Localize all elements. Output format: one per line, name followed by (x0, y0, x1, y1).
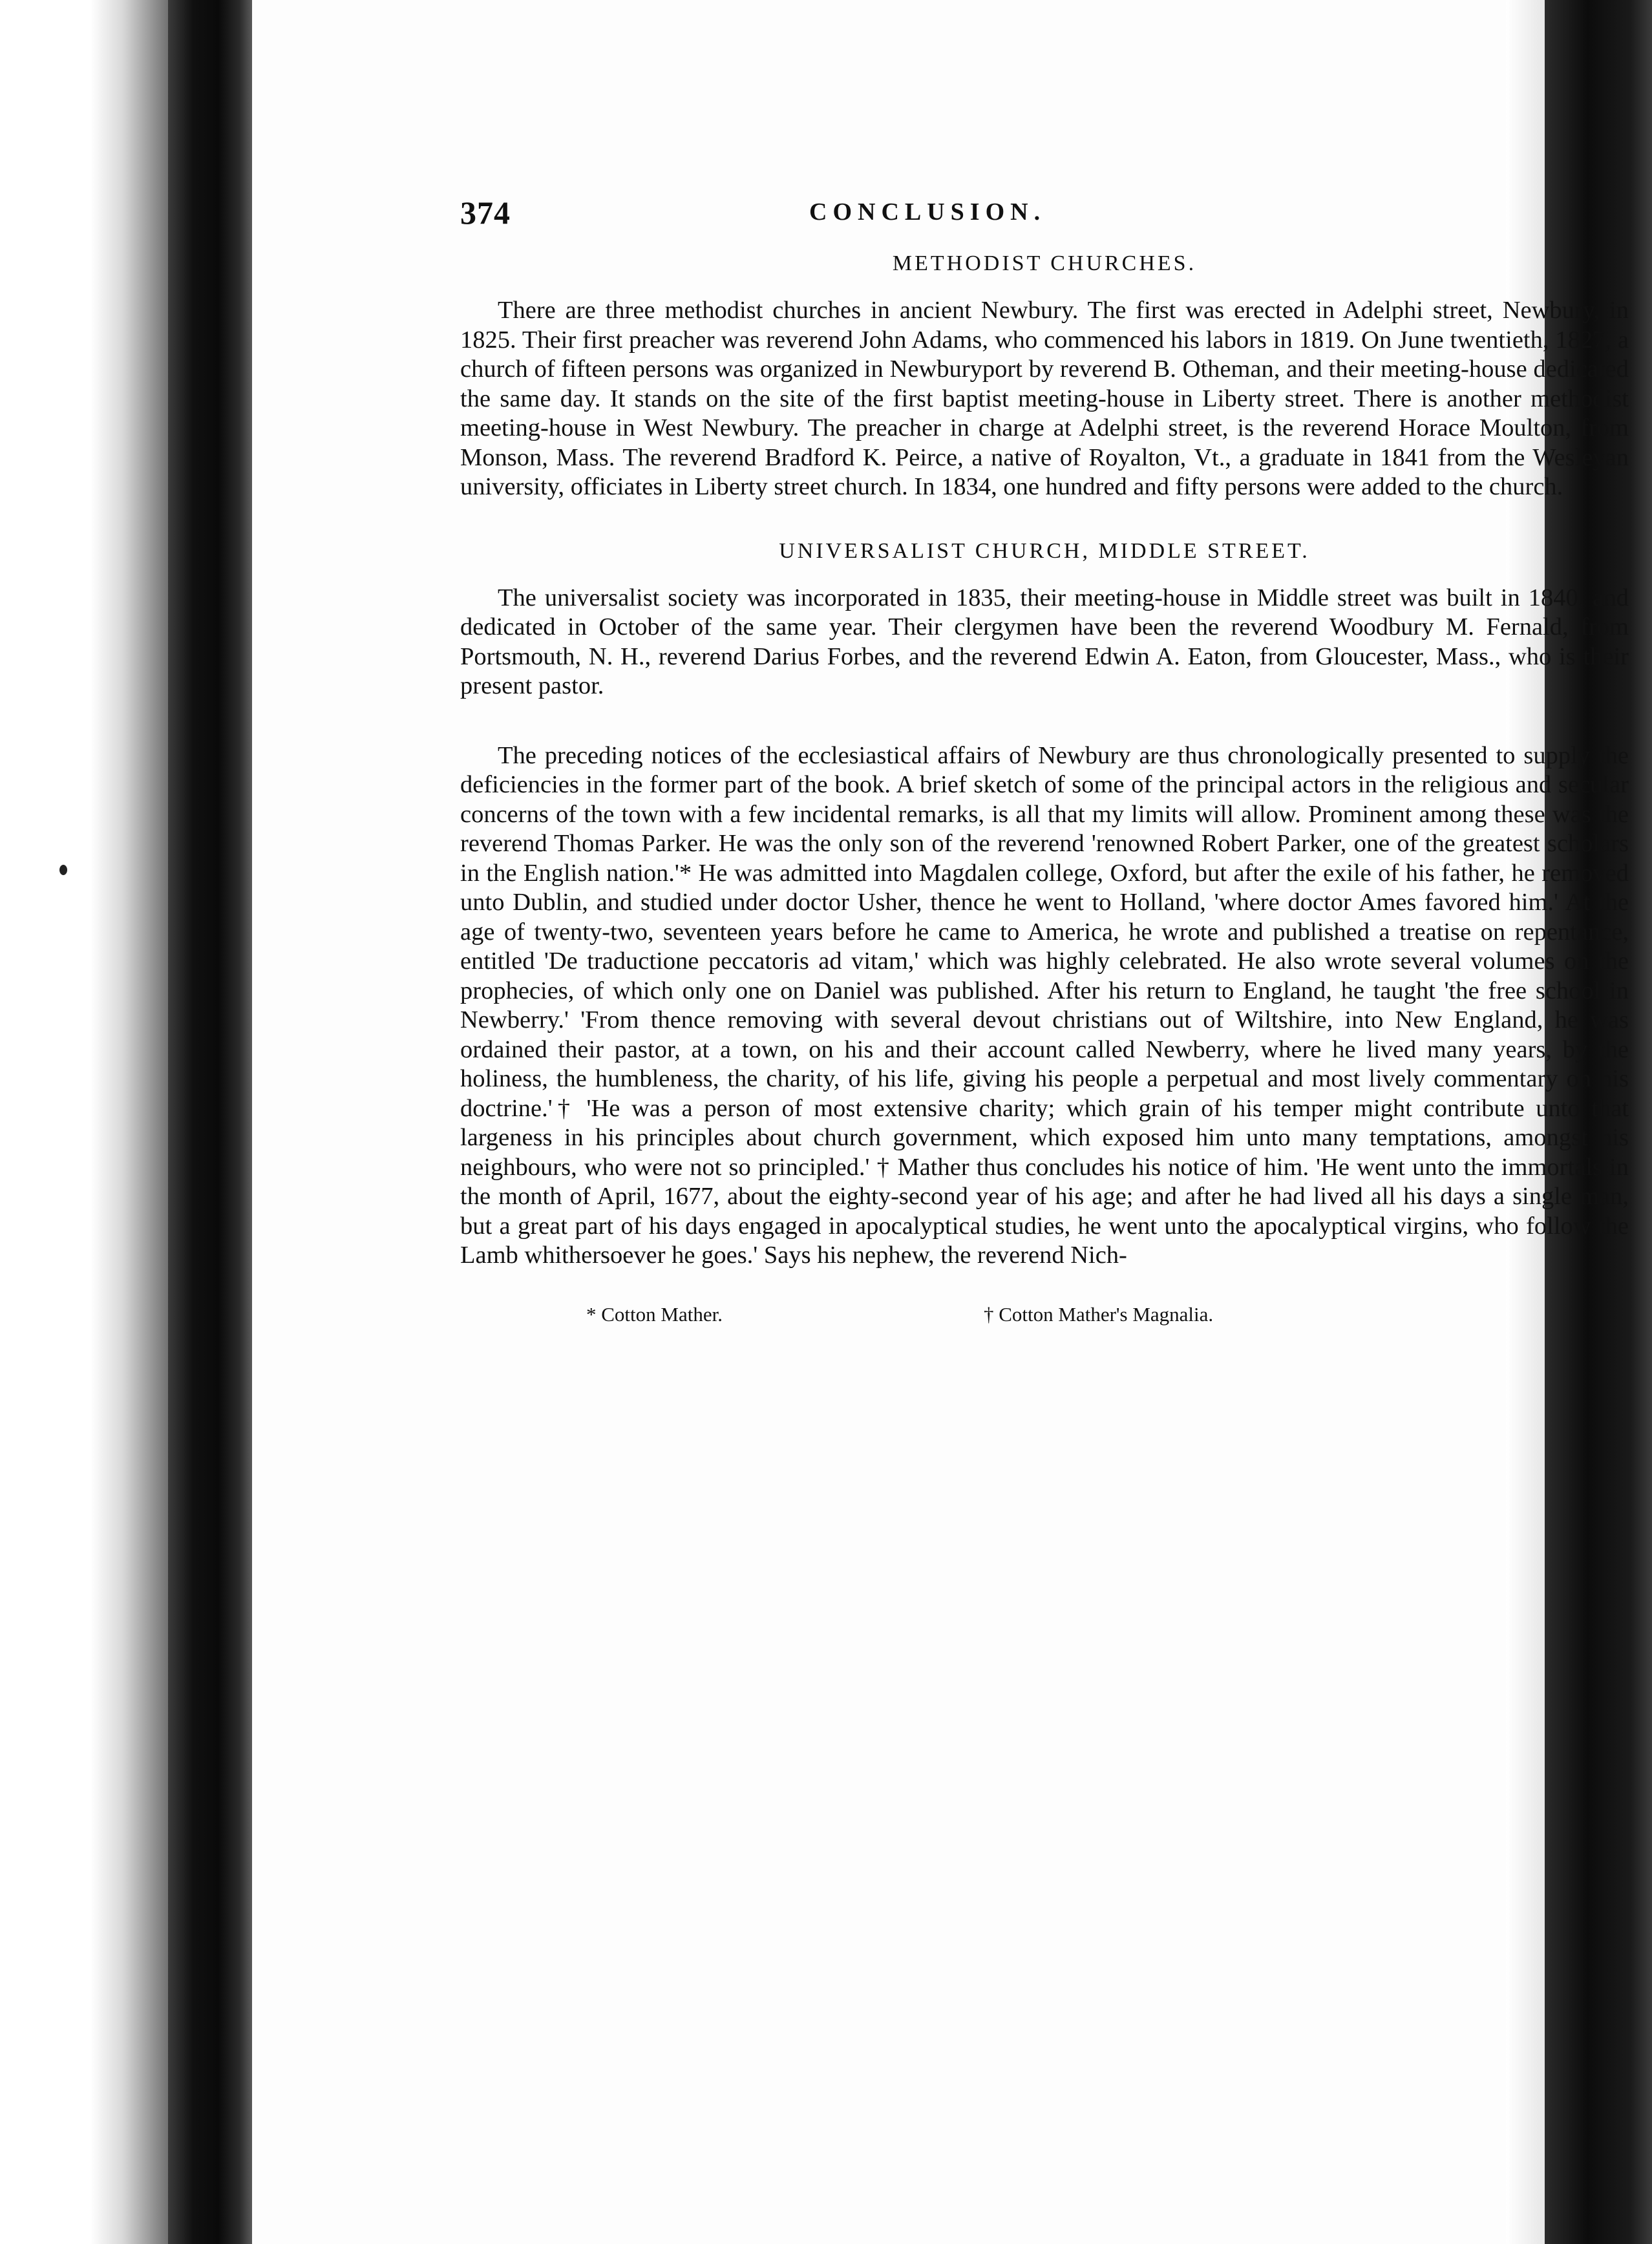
running-title: CONCLUSION. (809, 198, 1046, 226)
paragraph-methodist: There are three methodist churches in ancient Newbury. The first was erected in Adelphi street, Newbury, in 1825. Their first preacher was reverend John Adams, who commenced his labors in 1819. On June twentieth, 1827, a church of fifteen persons was organized in Newburyport by reverend B. Otheman, and their meeting-house dedicated the same day. It stands on the site of the first baptist meeting-house in Liberty street. There is another methodist meeting-house in West Newbury. The preacher in charge at Adelphi street, is the reverend Horace Moulton, from Monson, Mass. The reverend Bradford K. Peirce, a native of Royalton, Vt., a graduate in 1841 from the Wesleyan university, officiates in Liberty street church. In 1834, one hundred and fifty persons were added to the church. (460, 297, 1629, 500)
footnotes (460, 1303, 1629, 1342)
scan-speck (59, 865, 67, 875)
page-number: 374 (460, 195, 511, 231)
running-head (460, 194, 1629, 246)
spacer (460, 569, 1629, 584)
book-binding-edge (168, 0, 252, 2244)
footnote-dagger: † Cotton Mather's Magnalia. (984, 1302, 1214, 1326)
spacer (460, 701, 1629, 741)
footnote-star: * Cotton Mather. (586, 1302, 723, 1326)
spacer (460, 502, 1629, 533)
section-heading-methodist: METHODIST CHURCHES. (892, 251, 1197, 275)
paragraph-universalist: The universalist society was incorporated in 1835, their meeting-house in Middle street was built in 1840, and dedicated in October of the same year. Their clergymen have been the reverend Woodbury M. Fernald, from Portsmouth, N. H., reverend Darius Forbes, and the reverend Edwin A. Eaton, from Gloucester, Mass., who is their present pastor. (460, 584, 1629, 699)
book-page (252, 0, 1629, 2244)
spacer (460, 282, 1629, 296)
paragraph-conclusion: The preceding notices of the ecclesiastical affairs of Newbury are thus chronologically presented to supply the deficiencies in the former part of the book. A brief sketch of some of the principal actors in the religious and secular concerns of the town with a few incidental remarks, is all that my limits will allow. Prominent among these was the reverend Thomas Parker. He was the only son of the reverend 'renowned Robert Parker, one of the greatest scholars in the English nation.'* He was admitted into Magdalen college, Oxford, but after the exile of his father, he removed unto Dublin, and studied under doctor Usher, thence he went to Holland, 'where doctor Ames favored him.' At the age of twenty-two, seventeen years before he came to America, he wrote and published a treatise on repentance, entitled 'De traductione peccatoris ad vitam,' which was highly celebrated. He also wrote several volumes on the prophecies, of which only one on Daniel was published. After his return to England, he taught 'the free school in Newberry.' 'From thence removing with several devout christians out of Wiltshire, into New England, he was ordained their pastor, at a town, on his and their account called Newberry, where he lived many years, by the holiness, the humbleness, the charity, of his life, giving his people a perpetual and most lively commentary on his doctrine.'† 'He was a person of most extensive charity; which grain of his temper might contribute unto that largeness in his principles about church government, which exposed him unto many temptations, amongst his neighbours, who were not so principled.' † Mather thus concludes his notice of him. 'He went unto the immortals in the month of April, 1677, about the eighty-second year of his age; and after he had lived all his days a single man, but a great part of his days engaged in apocalyptical studies, he went unto the apocalyptical virgins, who follow the Lamb whithersoever he goes.' Says his nephew, the reverend Nich- (460, 741, 1629, 1269)
section-heading-universalist: UNIVERSALIST CHURCH, MIDDLE STREET. (779, 538, 1310, 563)
page-content (460, 194, 1629, 1342)
binding-shadow (90, 0, 171, 2244)
